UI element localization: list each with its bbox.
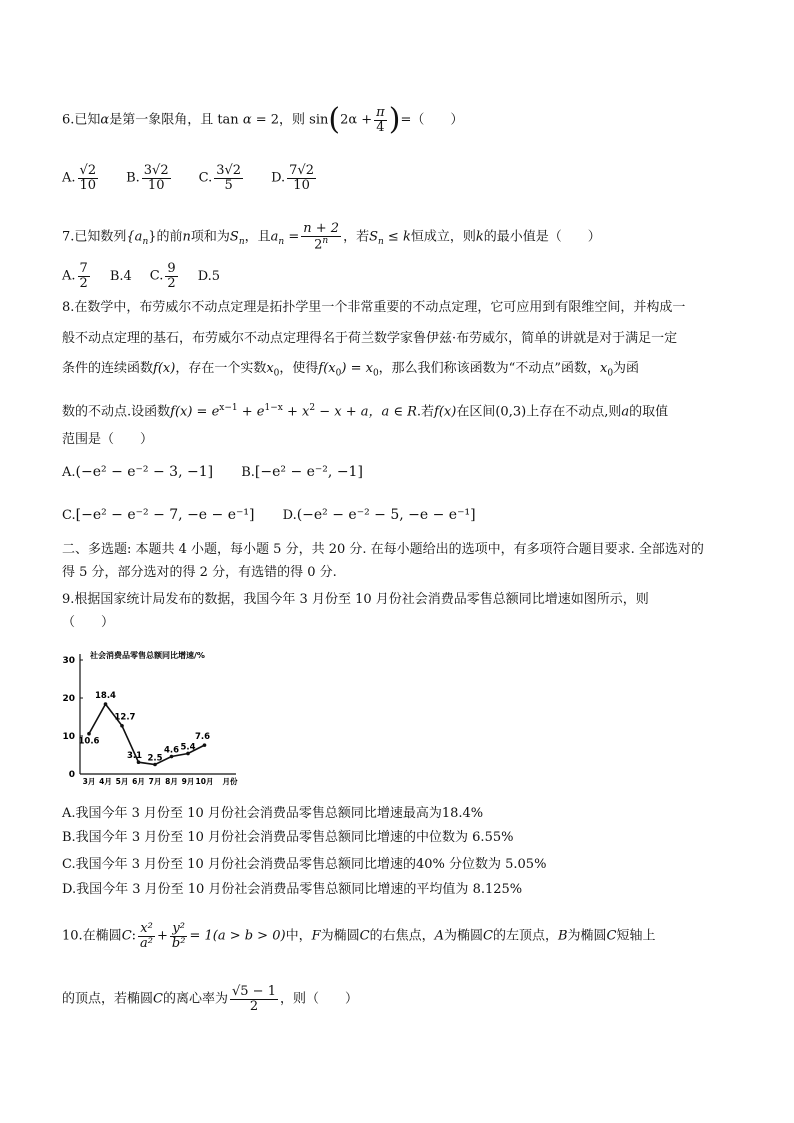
q7-text-g: 的最小值是（ ） bbox=[483, 229, 601, 245]
q9-optA: A.我国今年 3 月份至 10 月份社会消费品零售总额同比增速最高为18.4% bbox=[62, 806, 484, 821]
q10-ecc bbox=[230, 985, 278, 1013]
x-tick-label: 8月 bbox=[165, 777, 178, 786]
q8-a: a bbox=[621, 404, 630, 420]
q7-option-a bbox=[62, 262, 92, 290]
q8-l4e: − x + a， bbox=[319, 404, 382, 420]
q7-seq: {a bbox=[126, 229, 143, 245]
q7-options bbox=[62, 262, 238, 290]
q8-fx: f(x) bbox=[153, 361, 176, 376]
denominator: 10 bbox=[147, 177, 165, 193]
q7-option-label: C. bbox=[149, 268, 164, 284]
y-tick-label: 30 bbox=[62, 656, 75, 666]
data-label: 12.7 bbox=[114, 712, 136, 723]
q6-pi: π bbox=[376, 105, 385, 120]
q7-stem bbox=[62, 222, 601, 252]
x-tick-label: 10月 bbox=[195, 777, 214, 786]
q7-Sn2: S bbox=[369, 229, 378, 245]
q6-option-fraction bbox=[214, 164, 243, 192]
q8-line-5: 范围是（ ） bbox=[62, 432, 154, 447]
q6-option-label: C. bbox=[198, 170, 213, 186]
q10-C4: C bbox=[606, 928, 617, 944]
q7-Sn2-sub: n bbox=[377, 236, 384, 247]
q8-optC-label: C. bbox=[62, 508, 76, 523]
q10-l1c: 为椭圆 bbox=[320, 928, 360, 944]
q10-frac-x bbox=[138, 922, 155, 950]
q10-line-2 bbox=[62, 985, 358, 1013]
q8-optA-label: A. bbox=[62, 465, 76, 480]
x-tick-label: 9月 bbox=[181, 777, 195, 786]
q8-optD-value: (−e² − e⁻² − 5, −e − e⁻¹] bbox=[296, 507, 476, 523]
q10-C3: C bbox=[483, 928, 493, 944]
data-label: 4.6 bbox=[163, 745, 180, 756]
q7-sub-n: n bbox=[142, 236, 149, 247]
q7-text-e: ，若 bbox=[343, 229, 370, 245]
denominator: 2 bbox=[79, 275, 88, 291]
chart-title: 社会消费品零售总额同比增速/% bbox=[90, 651, 205, 660]
x-tick-label: 3月 bbox=[82, 777, 96, 786]
numerator: 3√2 bbox=[143, 163, 169, 178]
q8-l3a: 条件的连续函数 bbox=[62, 361, 154, 376]
q7-le: ≤ bbox=[387, 229, 399, 245]
q7-text-d: ，且 bbox=[244, 229, 271, 245]
q10-C: C bbox=[121, 928, 132, 944]
sec2-line-1: 二、多选题: 本题共 4 小题，每小题 5 分，共 20 分. 在每小题给出的选项中，有多项符合题目要求. 全部选对的 bbox=[62, 542, 704, 557]
data-point bbox=[87, 732, 91, 736]
denominator: 5 bbox=[224, 177, 233, 193]
y-tick-label: 0 bbox=[68, 770, 75, 780]
q6-option-label: D. bbox=[271, 170, 286, 186]
q7-den-exp: n bbox=[322, 235, 329, 246]
q8-fx0-sub: 0 bbox=[335, 368, 342, 379]
data-label: 3.1 bbox=[126, 751, 143, 762]
q8-line-1: 8.在数学中，布劳威尔不动点定理是拓扑学里一个非常重要的不动点定理，它可应用到有限维空间，并构成一 bbox=[62, 300, 686, 315]
q6-text-d: =（ ） bbox=[400, 112, 464, 128]
q10-A: A bbox=[434, 928, 444, 944]
q8-exp2: 1−x bbox=[264, 403, 283, 413]
q7-Sn-sub: n bbox=[238, 236, 245, 247]
q8-l4a: 数的不动点.设函数 bbox=[62, 404, 171, 420]
q6-option-d bbox=[271, 164, 318, 192]
q7-option-value: 5 bbox=[211, 268, 221, 284]
q8-fx2: f(x) bbox=[434, 404, 457, 420]
q10-l2c: ，则（ ） bbox=[279, 991, 358, 1007]
q10-l1f: 短轴上 bbox=[616, 928, 656, 944]
q8-l3d: ) = x bbox=[341, 361, 373, 376]
q7-frac bbox=[301, 222, 341, 252]
data-label: 7.6 bbox=[194, 732, 211, 743]
q8-l4f: a ∈ R bbox=[381, 404, 417, 420]
q9-line-2: （ ） bbox=[62, 615, 115, 630]
q6-options bbox=[62, 164, 344, 192]
q7-option-fraction bbox=[78, 262, 90, 290]
y-tick-label: 10 bbox=[62, 732, 75, 742]
q8-exp1: x−1 bbox=[219, 403, 238, 413]
data-label: 18.4 bbox=[95, 691, 116, 702]
q7-text-b: 的前 bbox=[156, 229, 183, 245]
numerator: 3√2 bbox=[216, 163, 242, 178]
x-axis-label: 月份 bbox=[222, 777, 238, 786]
q7-text-c: 项和为 bbox=[190, 229, 230, 245]
q10-a2: a² bbox=[140, 935, 153, 951]
x-tick-label: 6月 bbox=[132, 777, 145, 786]
denominator: 10 bbox=[79, 177, 97, 193]
data-label: 10.6 bbox=[78, 736, 100, 747]
q8-x0b-sub: 0 bbox=[607, 368, 614, 379]
q8-l4j: 的取值 bbox=[629, 404, 669, 420]
q10-l1c-2: 为椭圆 bbox=[443, 928, 483, 944]
q8-line-3 bbox=[62, 360, 639, 383]
q7-option-fraction bbox=[165, 262, 177, 290]
q8-l4i: 上存在不动点,则 bbox=[526, 404, 622, 420]
q6-option-c bbox=[199, 164, 245, 192]
q10-ecc-num: √5 − 1 bbox=[231, 984, 276, 999]
q10-cond: = 1(a > b > 0) bbox=[189, 928, 286, 944]
q6-paren-l: ( bbox=[328, 102, 341, 138]
q10-l1d: 的右焦点， bbox=[369, 928, 435, 944]
q8-l4g: .若 bbox=[416, 404, 435, 420]
q6-text-a: 6.已知 bbox=[62, 112, 101, 128]
q8-x0: x bbox=[266, 361, 274, 376]
q10-C2: C bbox=[359, 928, 370, 944]
q8-optC-value: [−e² − e⁻² − 7, −e − e⁻¹] bbox=[75, 507, 255, 523]
q6-option-label: A. bbox=[62, 170, 76, 186]
q8-l3e: ，那么我们称该函数为“不动点”函数， bbox=[378, 361, 600, 376]
q8-optB-label: B. bbox=[241, 465, 255, 480]
q7-eq: = bbox=[288, 229, 300, 245]
q10-colon: : bbox=[131, 928, 137, 944]
q10-l1a: 10.在椭圆 bbox=[62, 928, 122, 944]
q7-n: n bbox=[182, 229, 191, 245]
q6-alpha: α bbox=[100, 112, 110, 128]
q6-option-fraction bbox=[78, 164, 99, 192]
q10-y2: y² bbox=[172, 921, 185, 936]
q10-b2: b² bbox=[171, 935, 186, 951]
q7-text-f: 恒成立，则 bbox=[410, 229, 476, 245]
q7-text-a: 7.已知数列 bbox=[62, 229, 127, 245]
q6-option-a bbox=[62, 164, 100, 192]
data-point bbox=[120, 724, 124, 728]
q6-inner: 2α + bbox=[340, 112, 373, 128]
q8-optA-value: (−e² − e⁻² − 3, −1] bbox=[75, 464, 214, 480]
numerator: √2 bbox=[79, 163, 97, 178]
q7-an-sub: n bbox=[278, 236, 285, 247]
q10-plus: + bbox=[157, 928, 168, 944]
q10-l2a: 的顶点，若椭圆 bbox=[62, 991, 154, 1007]
q8-options-ab bbox=[62, 463, 363, 482]
q8-optD-label: D. bbox=[282, 508, 297, 523]
q10-x2: x² bbox=[140, 921, 153, 936]
q10-frac-y bbox=[170, 922, 188, 950]
q6-paren-r: ) bbox=[388, 102, 401, 138]
denominator: 2 bbox=[167, 275, 176, 291]
q8-x0-sub: 0 bbox=[273, 368, 280, 379]
q8-eq-sub: 0 bbox=[372, 368, 379, 379]
data-label: 5.4 bbox=[180, 742, 196, 753]
q7-den: 2 bbox=[314, 236, 323, 252]
q7-option-d bbox=[198, 268, 220, 286]
x-tick-label: 4月 bbox=[99, 777, 112, 786]
q7-k2: k bbox=[475, 229, 484, 245]
q7-Sn: S bbox=[229, 229, 239, 245]
q10-F: F bbox=[311, 928, 321, 944]
denominator: 10 bbox=[293, 177, 310, 193]
q8-options-cd bbox=[62, 506, 476, 525]
q6-option-fraction bbox=[287, 164, 316, 192]
q8-line-2: 般不动点定理的基石，布劳威尔不动点定理得名于荷兰数学家鲁伊兹·布劳威尔，简单的讲就是对于满足一定 bbox=[62, 331, 678, 346]
x-tick-label: 5月 bbox=[115, 777, 129, 786]
x-tick-label: 7月 bbox=[148, 777, 162, 786]
q7-k: k bbox=[402, 229, 411, 245]
data-point bbox=[104, 702, 108, 706]
q10-l1c-3: 为椭圆 bbox=[567, 928, 607, 944]
q7-rb: } bbox=[148, 229, 157, 245]
q8-l3b: ，存在一个实数 bbox=[175, 361, 267, 376]
q7-an: a bbox=[270, 229, 279, 245]
q6-text-b: 是第一象限角，且 tan bbox=[109, 112, 239, 128]
y-tick-label: 20 bbox=[62, 694, 75, 704]
q8-fx0: f(x bbox=[318, 361, 336, 376]
q10-l2b: 的离心率为 bbox=[162, 991, 228, 1007]
q7-option-label: D. bbox=[197, 268, 212, 284]
q7-option-label: B. bbox=[109, 268, 124, 284]
q6-option-b bbox=[126, 164, 173, 192]
q9-optB: B.我国今年 3 月份至 10 月份社会消费品零售总额同比增速的中位数为 6.55% bbox=[62, 830, 514, 845]
q8-l3c: ，使得 bbox=[279, 361, 319, 376]
q6-alpha-2: α bbox=[242, 112, 252, 128]
numerator: 7√2 bbox=[289, 163, 314, 178]
q10-B: B bbox=[557, 928, 568, 944]
numerator: 9 bbox=[167, 261, 176, 276]
data-point bbox=[203, 743, 207, 747]
q10-line-1 bbox=[62, 922, 656, 950]
q9-line-chart bbox=[60, 646, 240, 792]
q6-option-fraction bbox=[142, 164, 171, 192]
q7-option-c bbox=[150, 262, 180, 290]
q10-l1e: 的左顶点， bbox=[492, 928, 558, 944]
q6-pi4 bbox=[374, 106, 387, 134]
q6-text-c: = 2，则 sin bbox=[255, 112, 329, 128]
q8-l4h: 在区间 bbox=[456, 404, 496, 420]
sec2-line-2: 得 5 分，部分选对的得 2 分，有选错的得 0 分. bbox=[62, 565, 337, 580]
q8-l4c: + e bbox=[241, 404, 265, 420]
q8-l4d: + x bbox=[286, 404, 310, 420]
q8-l4b: f(x) = e bbox=[170, 404, 220, 420]
q8-x0b: x bbox=[599, 361, 608, 376]
q8-interval: (0,3) bbox=[495, 404, 527, 420]
q9-optD: D.我国今年 3 月份至 10 月份社会消费品零售总额同比增速的平均值为 8.125% bbox=[62, 882, 523, 897]
q8-l3f: 为函 bbox=[613, 361, 640, 376]
q8-line-4 bbox=[62, 399, 668, 421]
q7-option-label: A. bbox=[62, 268, 76, 284]
q8-optB-value: [−e² − e⁻², −1] bbox=[254, 464, 363, 480]
q10-l1b: 中， bbox=[285, 928, 312, 944]
q7-option-value: 4 bbox=[123, 268, 132, 284]
q8-exp3: 2 bbox=[309, 403, 316, 413]
q6-option-label: B. bbox=[126, 170, 140, 186]
q7-option-b bbox=[110, 268, 132, 286]
numerator: 7 bbox=[79, 261, 88, 276]
q9-line-1: 9.根据国家统计局发布的数据，我国今年 3 月份至 10 月份社会消费品零售总额同比增速如图所示，则 bbox=[62, 592, 649, 607]
data-label: 2.5 bbox=[147, 753, 163, 764]
q7-num: n + 2 bbox=[303, 221, 340, 236]
q10-ecc-den: 2 bbox=[249, 998, 259, 1014]
q6-four: 4 bbox=[376, 119, 385, 135]
q10-C5: C bbox=[153, 991, 163, 1007]
q9-optC: C.我国今年 3 月份至 10 月份社会消费品零售总额同比增速的40% 分位数为 5.05% bbox=[62, 857, 547, 872]
q6-stem bbox=[62, 102, 464, 138]
